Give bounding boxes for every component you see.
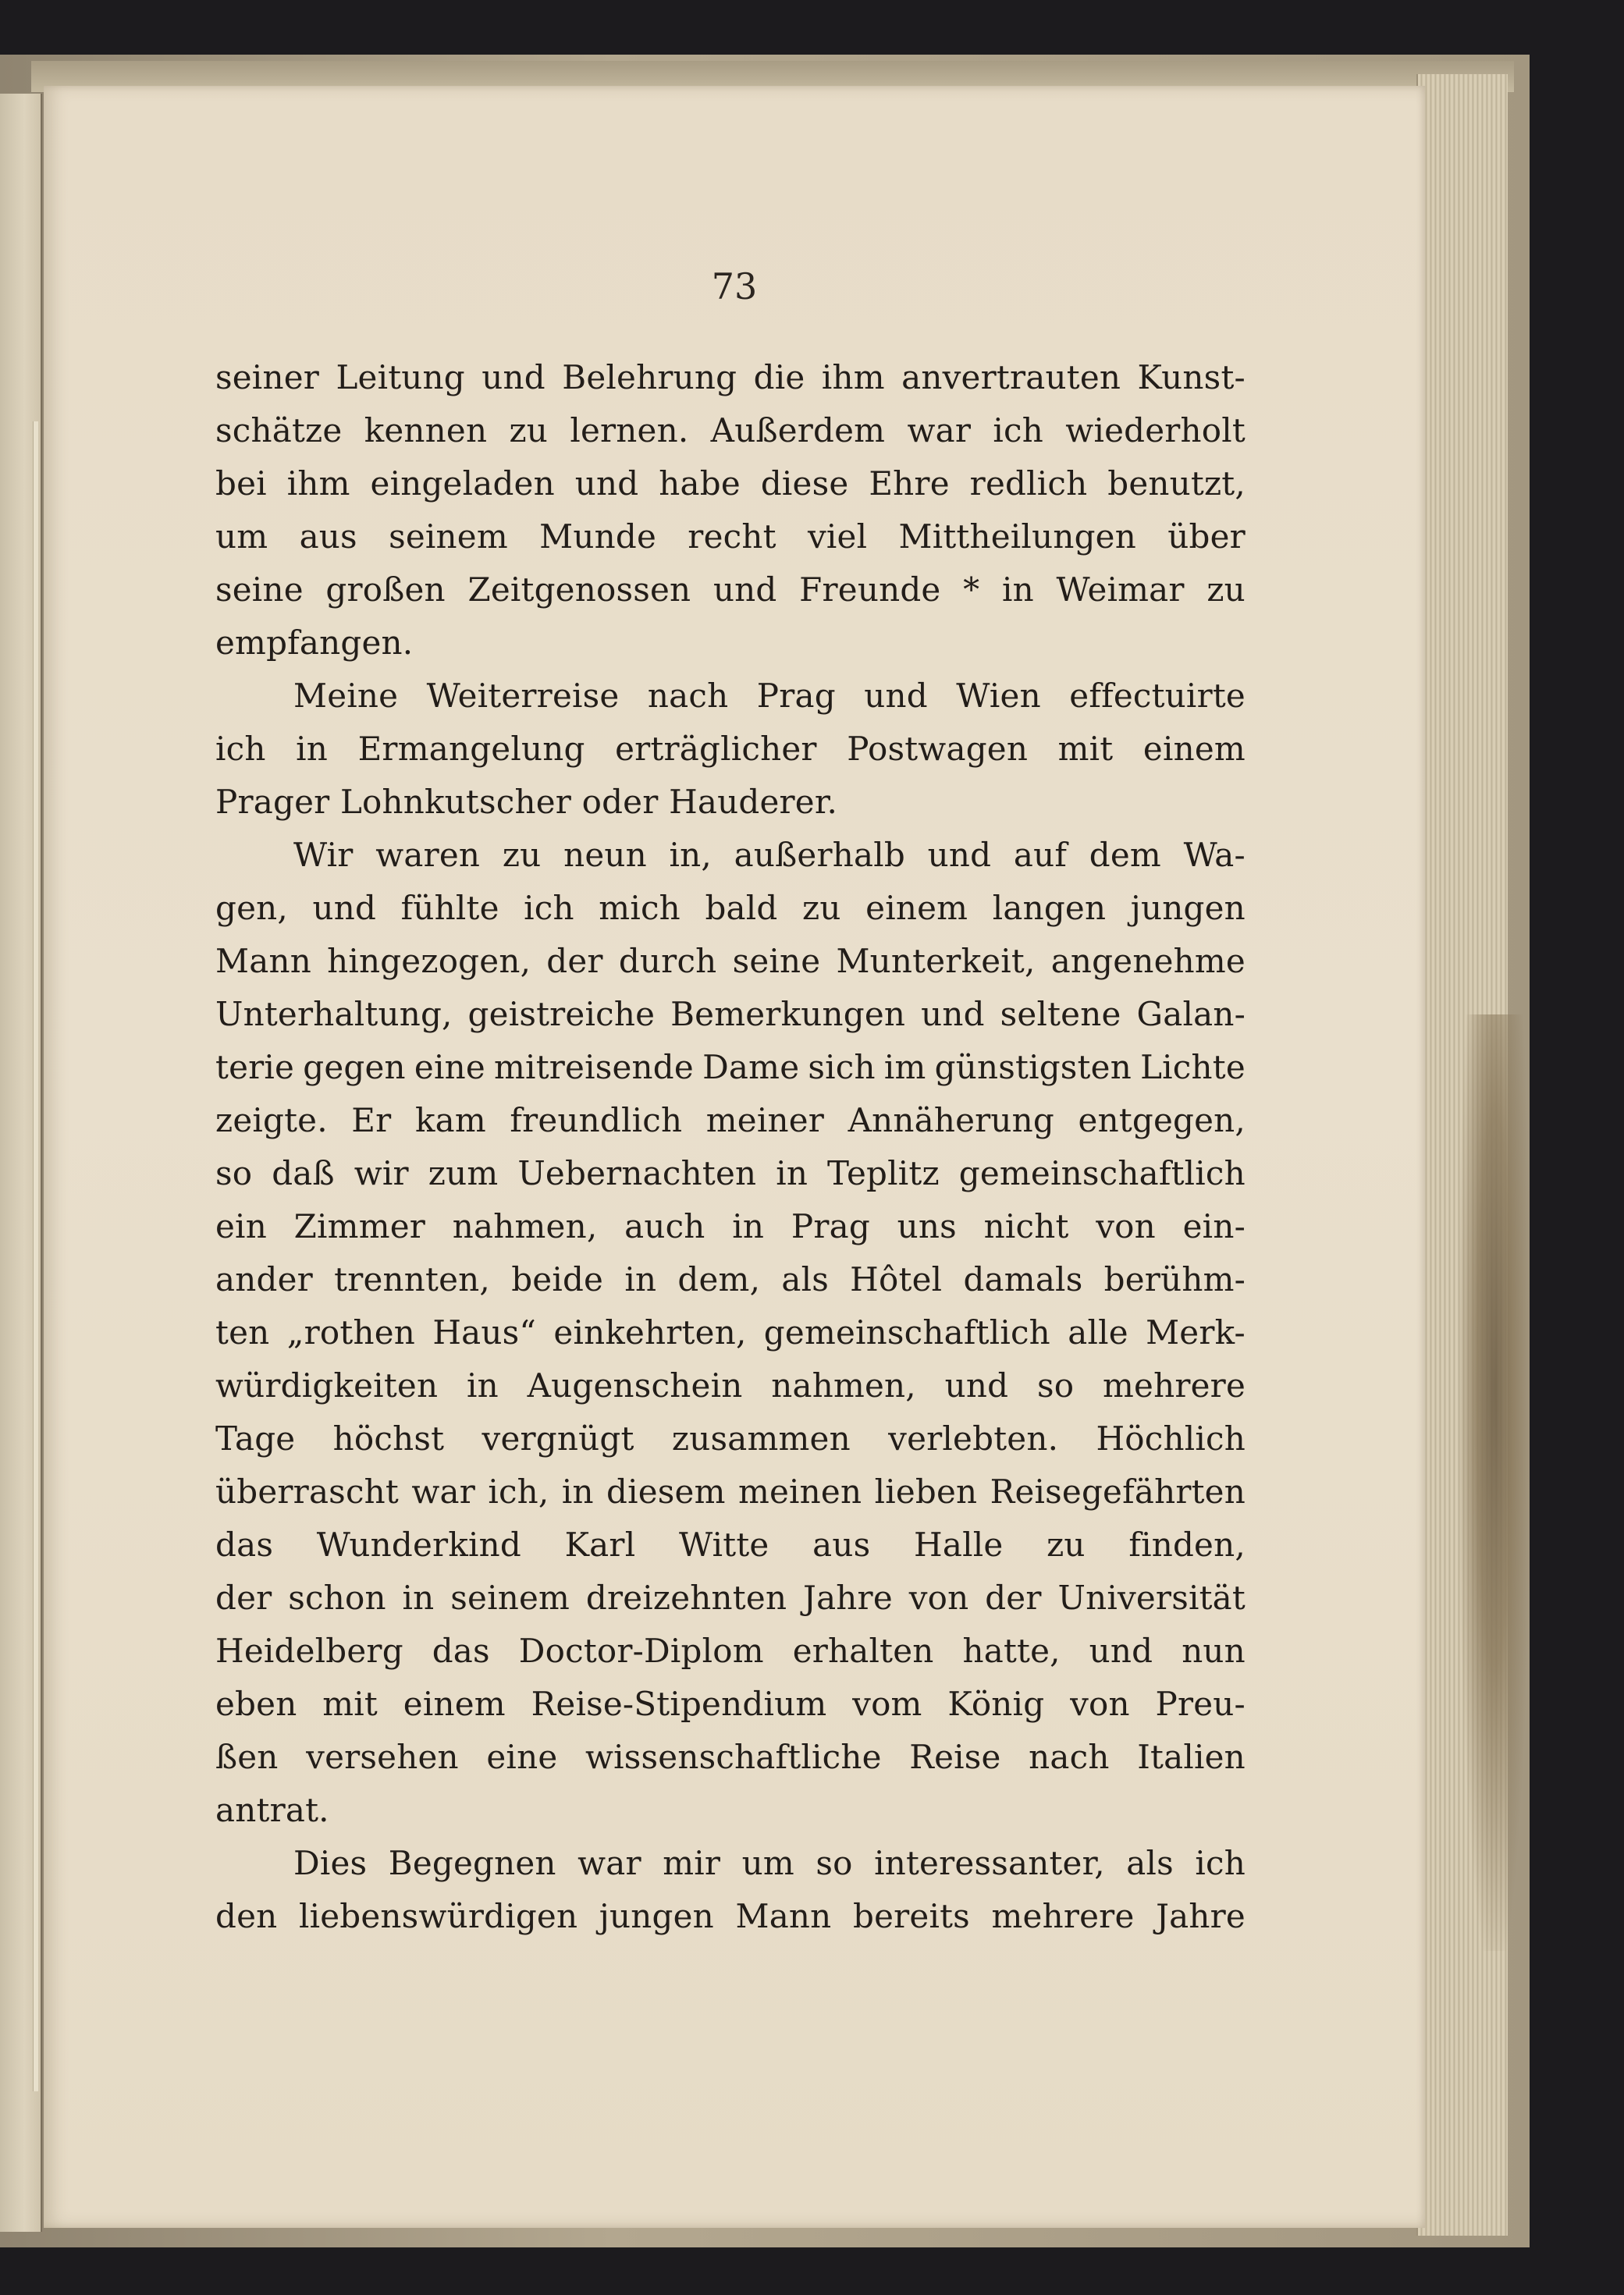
body-text [215,351,1246,1943]
text-line: terie gegen eine mitreisende Dame sich im günstigsten Lichte [215,1048,1246,1086]
text-line: so daß wir zum Uebernachten in Teplitz gemeinschaftlich [215,1154,1246,1192]
text-line: ßen versehen eine wissenschaftliche Reise nach Italien [215,1738,1246,1776]
text-line: würdigkeiten in Augenschein nahmen, und so mehrere [215,1366,1246,1405]
text-line: um aus seinem Munde recht viel Mittheilungen über [215,517,1246,556]
text-line: seiner Leitung und Belehrung die ihm anvertrauten Kunst- [215,358,1246,396]
text-line: Mann hingezogen, der durch seine Munterkeit, angenehme [215,942,1246,980]
water-stain [1459,1014,1530,1951]
left-page-leaf [33,421,38,2091]
text-line: den liebenswürdigen jungen Mann bereits mehrere Jahre [215,1897,1246,1935]
text-line: ten „rothen Haus“ einkehrten, gemeinschaftlich alle Merk- [215,1313,1246,1352]
left-page-edge [0,94,42,2232]
text-line: ander trennten, beide in dem, als Hôtel damals berühm- [215,1260,1246,1298]
text-line: Tage höchst vergnügt zusammen verlebten. Höchlich [215,1419,1246,1458]
text-line: bei ihm eingeladen und habe diese Ehre redlich benutzt, [215,464,1246,503]
text-line: seine großen Zeitgenossen und Freunde * in Weimar zu [215,570,1246,609]
text-line: schätze kennen zu lernen. Außerdem war ich wiederholt [215,411,1246,449]
text-line: zeigte. Er kam freundlich meiner Annäherung entgegen, [215,1101,1246,1139]
book-page [44,86,1425,2228]
text-line: Unterhaltung, geistreiche Bemerkungen und seltene Galan- [215,995,1246,1033]
text-line: empfangen. [215,623,414,662]
text-line: überrascht war ich, in diesem meinen lieben Reisegefährten [215,1473,1246,1511]
text-line: eben mit einem Reise-Stipendium vom König von Preu- [215,1685,1246,1723]
text-line: Wir waren zu neun in, außerhalb und auf dem Wa- [293,836,1246,874]
text-line: Heidelberg das Doctor-Diplom erhalten hatte, und nun [215,1632,1246,1670]
text-line: antrat. [215,1791,329,1829]
text-line: Meine Weiterreise nach Prag und Wien effectuirte [293,677,1246,715]
text-line: ich in Ermangelung erträglicher Postwagen mit einem [215,730,1246,768]
text-line: Dies Begegnen war mir um so interessanter, als ich [293,1844,1246,1882]
text-line: der schon in seinem dreizehnten Jahre von der Universität [215,1579,1246,1617]
text-line: ein Zimmer nahmen, auch in Prag uns nicht von ein- [215,1207,1246,1245]
text-line: das Wunderkind Karl Witte aus Halle zu finden, [215,1526,1246,1564]
text-line: gen, und fühlte ich mich bald zu einem langen jungen [215,889,1246,927]
page-number: 73 [711,265,758,307]
text-line: Prager Lohnkutscher oder Hauderer. [215,783,838,821]
